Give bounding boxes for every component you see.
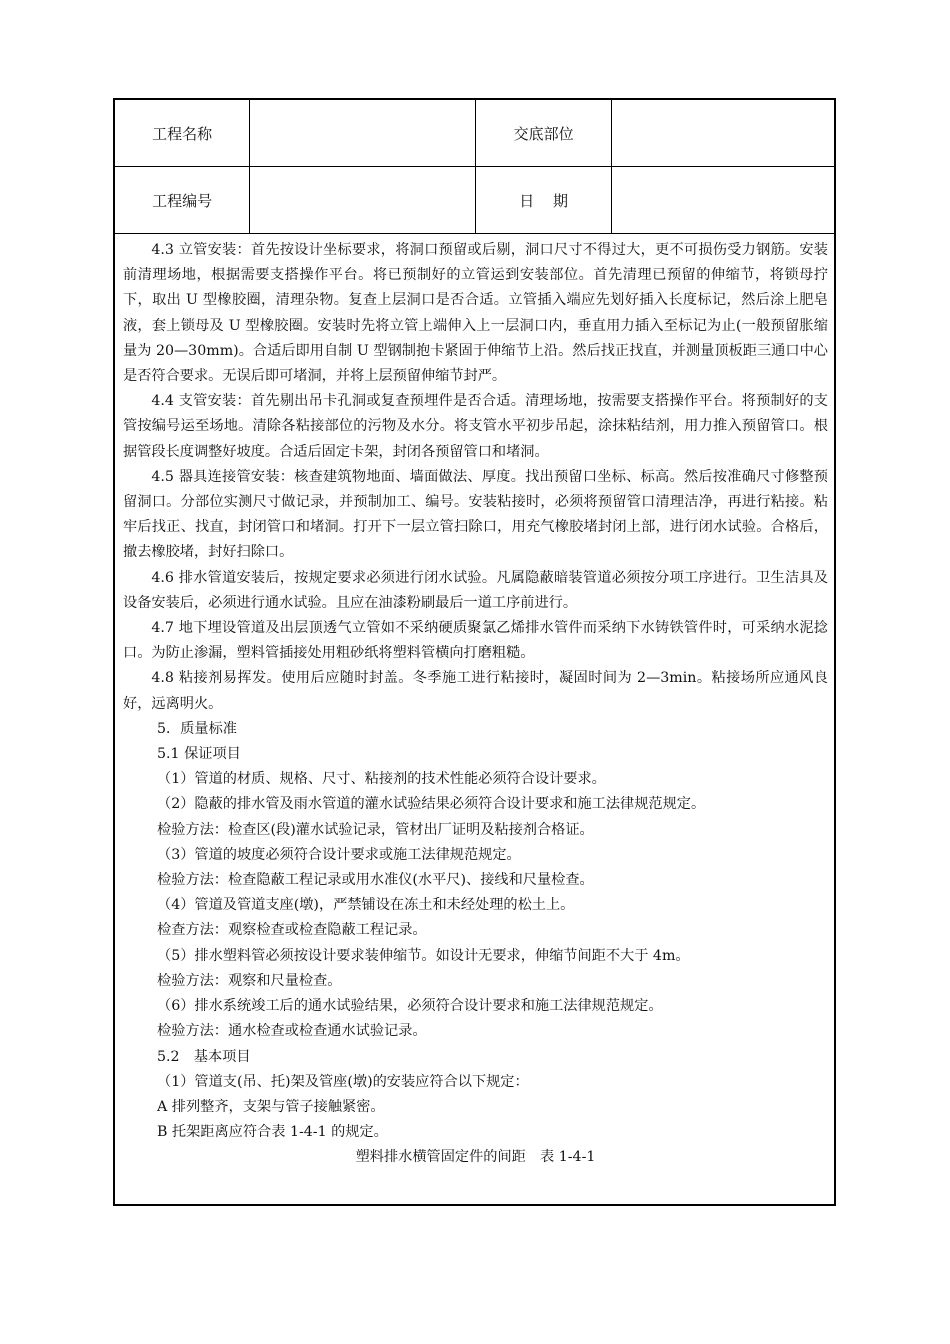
table-caption: 塑料排水横管固定件的间距 表 1-4-1: [355, 1149, 596, 1166]
inspection-method: 检验方法：检查隐蔽工程记录或用水准仪(水平尺)、接线和尺量检查。: [157, 872, 594, 889]
paragraph-4-5: 4.5 器具连接管安装：核查建筑物地面、墙面做法、厚度。找出预留口坐标、标高。然后按准确尺寸修整预留洞口。分部位实测尺寸做记录，并预制加工、编号。安装粘接时，必须将预留管口清理洁净，再进行粘接。粘牢后找正、找直，封闭管口和堵洞。打开下一层立管扫除口，用充气橡胶堵封闭上部，进行闭水试验。合格后，撤去橡胶堵，封好扫除口。: [123, 468, 828, 561]
list-item: （1）管道支(吊、托)架及管座(墩)的安装应符合以下规定：: [157, 1073, 529, 1090]
header-row-1: [115, 100, 834, 167]
list-item: （6）排水系统竣工后的通水试验结果，必须符合设计要求和施工法律规范规定。: [157, 998, 663, 1015]
inspection-method: 检验方法：通水检查或检查通水试验记录。: [157, 1023, 427, 1040]
list-item: （3）管道的坡度必须符合设计要求或施工法律规范规定。: [157, 846, 521, 863]
paragraph-4-8: 4.8 粘接剂易挥发。使用后应随时封盖。冬季施工进行粘接时，凝固时间为 2—3min。粘接场所应通风良好，远离明火。: [123, 670, 828, 712]
subsection-heading: 5.1 保证项目: [157, 746, 241, 763]
list-item: B 托架距离应符合表 1-4-1 的规定。: [157, 1124, 388, 1141]
subsection-heading: 5.2 基本项目: [157, 1048, 251, 1065]
paragraph-4-7: 4.7 地下埋设管道及出层顶透气立管如不采纳硬质聚氯乙烯排水管件而采纳下水铸铁管件时，可采纳水泥捻口。为防止渗漏，塑料管插接处用粗砂纸将塑料管横向打磨粗糙。: [123, 620, 828, 662]
paragraph-4-6: 4.6 排水管道安装后，按规定要求必须进行闭水试验。凡属隐蔽暗装管道必须按分项工序进行。卫生洁具及设备安装后，必须进行通水试验。且应在油漆粉刷最后一道工序前进行。: [123, 569, 828, 611]
project-name-label: 工程名称: [115, 100, 250, 167]
list-item: （2）隐蔽的排水管及雨水管道的灌水试验结果必须符合设计要求和施工法律规范规定。: [157, 796, 706, 813]
date-value: [611, 167, 834, 234]
section-heading: 5．质量标准: [157, 720, 237, 737]
inspection-method: 检验方法：检查区(段)灌水试验记录，管材出厂证明及粘接剂合格证。: [157, 821, 594, 838]
project-name-value: [250, 100, 476, 167]
header-row-2: [115, 167, 834, 234]
project-number-label: 工程编号: [115, 167, 250, 234]
list-item: （5）排水塑料管必须按设计要求装伸缩节。如设计无要求，伸缩节间距不大于 4m。: [157, 947, 690, 964]
date-label: 日 期: [476, 167, 611, 234]
list-item: （1）管道的材质、规格、尺寸、粘接剂的技术性能必须符合设计要求。: [157, 771, 606, 788]
list-item: （4）管道及管道支座(墩)，严禁铺设在冻土和未经处理的松土上。: [157, 897, 575, 914]
list-item: A 排列整齐，支架与管子接触紧密。: [157, 1098, 385, 1115]
header-table: [115, 100, 834, 234]
disclosure-part-value: [611, 100, 834, 167]
inspection-method: 检查方法：观察检查或检查隐蔽工程记录。: [157, 922, 427, 939]
project-number-value: [250, 167, 476, 234]
inspection-method: 检验方法：观察和尺量检查。: [157, 972, 342, 989]
technical-disclosure-form: [113, 98, 836, 1206]
disclosure-part-label: 交底部位: [476, 100, 611, 167]
disclosure-content: [123, 238, 828, 1171]
paragraph-4-3: 4.3 立管安装：首先按设计坐标要求，将洞口预留或后剔，洞口尺寸不得过大，更不可损伤受力钢筋。安装前清理场地，根据需要支搭操作平台。将已预制好的立管运到安装部位。首先清理已预留的伸缩节，将锁母拧下，取出 U 型橡胶圈，清理杂物。复查上层洞口是否合适。立管插入端应先划好插入长度标记，然后涂上肥皂液，套上锁母及 U 型橡胶圈。安装时先将立管上端伸入上一层洞口内，垂直用力插入至标记为止(一般预留胀缩量为 20—30mm)。合适后即用自制 U 型钢制抱卡紧固于伸缩节上沿。然后找正找直，并测量顶板距三通口中心是否符合要求。无误后即可堵洞，并将上层预留伸缩节封严。: [123, 242, 828, 385]
paragraph-4-4: 4.4 支管安装：首先剔出吊卡孔洞或复查预埋件是否合适。清理场地，按需要支搭操作平台。将预制好的支管按编号运至场地。清除各粘接部位的污物及水分。将支管水平初步吊起，涂抹粘结剂，用力推入预留管口。根据管段长度调整好坡度。合适后固定卡架，封闭各预留管口和堵洞。: [123, 393, 828, 460]
